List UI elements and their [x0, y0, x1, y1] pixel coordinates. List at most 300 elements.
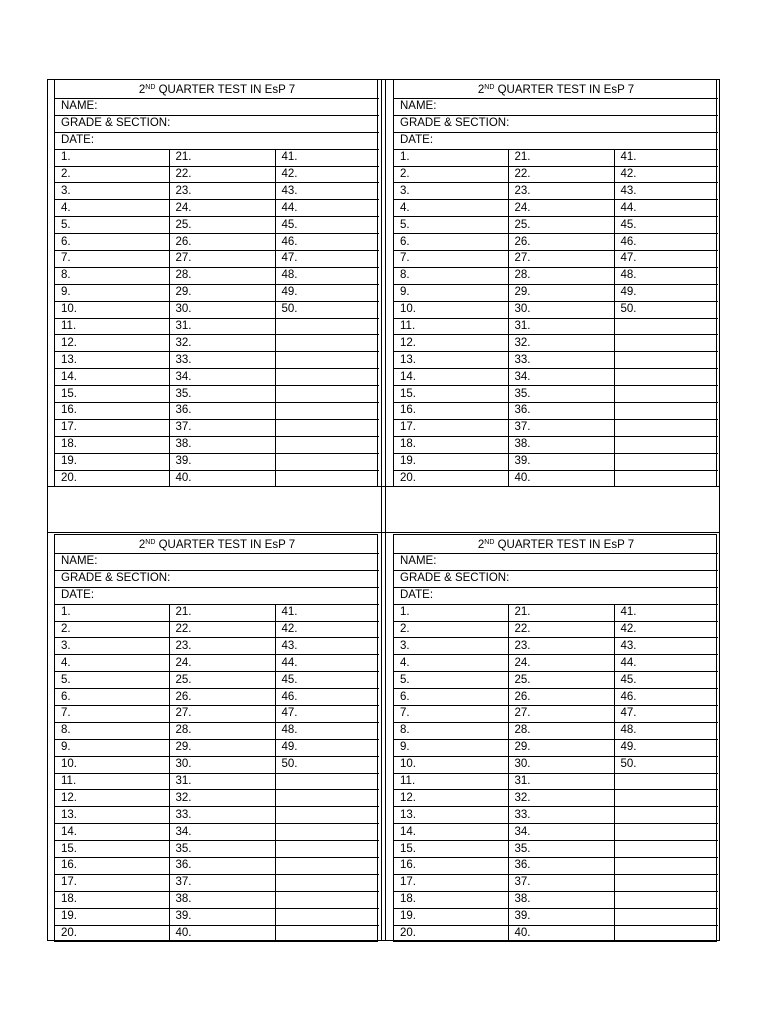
- answer-cell[interactable]: 3.: [394, 638, 508, 655]
- answer-cell[interactable]: 40.: [508, 470, 614, 486]
- date-field[interactable]: DATE:: [394, 587, 718, 604]
- answer-cell[interactable]: 2.: [55, 621, 169, 638]
- answer-row: [55, 436, 379, 453]
- answer-cell[interactable]: 26.: [169, 689, 275, 706]
- answer-row: [394, 739, 718, 756]
- answer-cell[interactable]: [614, 386, 718, 403]
- answer-cell[interactable]: 29.: [169, 739, 275, 756]
- answer-row: [55, 369, 379, 386]
- answer-cell[interactable]: 8.: [394, 722, 508, 739]
- answer-cell[interactable]: 14.: [394, 369, 508, 386]
- answer-cell[interactable]: 39.: [169, 908, 275, 925]
- answer-cell[interactable]: 19.: [55, 453, 169, 470]
- answer-cell[interactable]: 38.: [508, 436, 614, 453]
- answer-cell[interactable]: 20.: [55, 470, 169, 486]
- sheet-title: 2ND QUARTER TEST IN EsP 7: [394, 535, 718, 554]
- answer-cell[interactable]: 18.: [394, 436, 508, 453]
- answer-cell[interactable]: 26.: [508, 234, 614, 251]
- answer-cell[interactable]: 46.: [275, 234, 379, 251]
- answer-row: [55, 166, 379, 183]
- answer-cell[interactable]: [275, 790, 379, 807]
- answer-cell[interactable]: 7.: [394, 706, 508, 723]
- answer-cell[interactable]: 30.: [169, 756, 275, 773]
- answer-cell[interactable]: 41.: [275, 149, 379, 166]
- answer-cell[interactable]: 11.: [55, 318, 169, 335]
- answer-cell[interactable]: [275, 352, 379, 369]
- answer-cell[interactable]: 33.: [169, 807, 275, 824]
- answer-cell[interactable]: 42.: [614, 166, 718, 183]
- answer-cell[interactable]: 13.: [55, 352, 169, 369]
- answer-cell[interactable]: 21.: [169, 149, 275, 166]
- answer-cell[interactable]: 35.: [169, 386, 275, 403]
- answer-cell[interactable]: 37.: [169, 419, 275, 436]
- answer-cell[interactable]: 15.: [394, 386, 508, 403]
- answer-cell[interactable]: 21.: [169, 604, 275, 621]
- answer-cell[interactable]: 35.: [169, 841, 275, 858]
- answer-cell[interactable]: 37.: [508, 874, 614, 891]
- answer-cell[interactable]: 4.: [55, 655, 169, 672]
- answer-cell[interactable]: 35.: [508, 386, 614, 403]
- answer-cell[interactable]: 23.: [508, 638, 614, 655]
- answer-cell[interactable]: 43.: [275, 638, 379, 655]
- answer-row: [55, 706, 379, 723]
- answer-cell[interactable]: 30.: [508, 301, 614, 318]
- answer-row: [394, 419, 718, 436]
- answer-cell[interactable]: [275, 858, 379, 875]
- answer-cell[interactable]: 24.: [169, 655, 275, 672]
- answer-cell[interactable]: 31.: [508, 773, 614, 790]
- answer-cell[interactable]: 31.: [169, 773, 275, 790]
- name-field[interactable]: NAME:: [55, 554, 379, 571]
- answer-cell[interactable]: 46.: [275, 689, 379, 706]
- answer-row: [394, 318, 718, 335]
- answer-cell[interactable]: 49.: [614, 284, 718, 301]
- sheet-title: 2ND QUARTER TEST IN EsP 7: [55, 535, 379, 554]
- answer-cell[interactable]: 22.: [169, 621, 275, 638]
- answer-cell[interactable]: 21.: [508, 149, 614, 166]
- answer-cell[interactable]: 1.: [394, 149, 508, 166]
- answer-cell[interactable]: 46.: [614, 689, 718, 706]
- answer-cell[interactable]: 27.: [169, 251, 275, 268]
- answer-cell[interactable]: 49.: [275, 284, 379, 301]
- answer-row: [394, 267, 718, 284]
- answer-cell[interactable]: 18.: [55, 436, 169, 453]
- answer-cell[interactable]: 32.: [508, 790, 614, 807]
- answer-cell[interactable]: 29.: [508, 739, 614, 756]
- answer-row: [394, 470, 718, 486]
- answer-row: [55, 689, 379, 706]
- answer-cell[interactable]: 11.: [394, 318, 508, 335]
- answer-row: [394, 638, 718, 655]
- date-field[interactable]: DATE:: [55, 587, 379, 604]
- answer-row: [55, 386, 379, 403]
- answer-cell[interactable]: [275, 369, 379, 386]
- answer-cell[interactable]: [275, 891, 379, 908]
- answer-cell[interactable]: 19.: [55, 908, 169, 925]
- answer-cell[interactable]: [614, 874, 718, 891]
- answer-row: [394, 925, 718, 941]
- answer-cell[interactable]: 23.: [169, 183, 275, 200]
- answer-cell[interactable]: 25.: [508, 672, 614, 689]
- answer-cell[interactable]: 45.: [614, 217, 718, 234]
- answer-cell[interactable]: 25.: [169, 217, 275, 234]
- answer-cell[interactable]: 36.: [508, 403, 614, 420]
- answer-cell[interactable]: [614, 419, 718, 436]
- answer-cell[interactable]: 13.: [394, 352, 508, 369]
- answer-cell[interactable]: 40.: [169, 470, 275, 486]
- answer-cell[interactable]: 19.: [394, 453, 508, 470]
- answer-row: [55, 756, 379, 773]
- answer-cell[interactable]: 45.: [614, 672, 718, 689]
- answer-row: [55, 352, 379, 369]
- date-field[interactable]: DATE:: [394, 132, 718, 149]
- answer-cell[interactable]: 50.: [275, 756, 379, 773]
- answer-cell[interactable]: 1.: [55, 149, 169, 166]
- answer-cell[interactable]: 2.: [55, 166, 169, 183]
- answer-cell[interactable]: 25.: [508, 217, 614, 234]
- answer-row: [55, 419, 379, 436]
- answer-cell[interactable]: 29.: [508, 284, 614, 301]
- answer-row: [55, 824, 379, 841]
- answer-cell[interactable]: [614, 891, 718, 908]
- answer-cell[interactable]: 20.: [394, 925, 508, 941]
- answer-cell[interactable]: 29.: [169, 284, 275, 301]
- answer-cell[interactable]: [275, 419, 379, 436]
- answer-cell[interactable]: 32.: [508, 335, 614, 352]
- answer-cell[interactable]: 48.: [614, 267, 718, 284]
- answer-row: [55, 908, 379, 925]
- answer-cell[interactable]: 15.: [55, 386, 169, 403]
- answer-cell[interactable]: 36.: [169, 403, 275, 420]
- answer-cell[interactable]: 6.: [394, 689, 508, 706]
- answer-cell[interactable]: [275, 318, 379, 335]
- answer-cell[interactable]: 36.: [508, 858, 614, 875]
- name-field[interactable]: NAME:: [394, 99, 718, 116]
- answer-row: [394, 200, 718, 217]
- answer-cell[interactable]: [275, 874, 379, 891]
- answer-cell[interactable]: 24.: [508, 655, 614, 672]
- answer-cell[interactable]: 49.: [614, 739, 718, 756]
- name-field[interactable]: NAME:: [394, 554, 718, 571]
- answer-cell[interactable]: 17.: [394, 419, 508, 436]
- answer-row: [394, 604, 718, 621]
- answer-cell[interactable]: [275, 908, 379, 925]
- answer-cell[interactable]: 22.: [169, 166, 275, 183]
- answer-cell[interactable]: 42.: [614, 621, 718, 638]
- answer-table: [55, 80, 379, 486]
- answer-cell[interactable]: 2.: [394, 621, 508, 638]
- answer-cell[interactable]: 9.: [394, 284, 508, 301]
- answer-cell[interactable]: 30.: [508, 756, 614, 773]
- answer-row: [55, 335, 379, 352]
- answer-cell[interactable]: 47.: [614, 706, 718, 723]
- answer-cell[interactable]: 18.: [394, 891, 508, 908]
- answer-row: [394, 841, 718, 858]
- answer-cell[interactable]: [614, 470, 718, 486]
- answer-row: [55, 841, 379, 858]
- answer-cell[interactable]: 15.: [55, 841, 169, 858]
- answer-cell[interactable]: 43.: [275, 183, 379, 200]
- answer-cell[interactable]: 31.: [169, 318, 275, 335]
- answer-cell[interactable]: 48.: [275, 722, 379, 739]
- answer-cell[interactable]: 6.: [55, 234, 169, 251]
- answer-cell[interactable]: [614, 352, 718, 369]
- answer-cell[interactable]: 39.: [508, 908, 614, 925]
- answer-cell[interactable]: 14.: [55, 369, 169, 386]
- answer-cell[interactable]: 12.: [394, 335, 508, 352]
- answer-cell[interactable]: [614, 436, 718, 453]
- answer-cell[interactable]: 27.: [508, 251, 614, 268]
- answer-cell[interactable]: [275, 470, 379, 486]
- answer-cell[interactable]: 24.: [508, 200, 614, 217]
- answer-row: [394, 386, 718, 403]
- answer-row: [55, 403, 379, 420]
- answer-cell[interactable]: 16.: [394, 858, 508, 875]
- answer-cell[interactable]: 28.: [508, 267, 614, 284]
- answer-cell[interactable]: 9.: [55, 739, 169, 756]
- answer-cell[interactable]: 4.: [55, 200, 169, 217]
- answer-row: [55, 453, 379, 470]
- answer-cell[interactable]: 16.: [55, 403, 169, 420]
- answer-cell[interactable]: 8.: [55, 267, 169, 284]
- answer-cell[interactable]: 17.: [55, 874, 169, 891]
- answer-cell[interactable]: 27.: [508, 706, 614, 723]
- answer-cell[interactable]: [614, 369, 718, 386]
- answer-cell[interactable]: 10.: [394, 301, 508, 318]
- answer-cell[interactable]: 34.: [508, 824, 614, 841]
- answer-row: [55, 183, 379, 200]
- grade-section-field[interactable]: GRADE & SECTION:: [55, 115, 379, 132]
- answer-row: [394, 807, 718, 824]
- answer-cell[interactable]: 37.: [169, 874, 275, 891]
- answer-cell[interactable]: [614, 908, 718, 925]
- grade-section-field[interactable]: GRADE & SECTION:: [394, 570, 718, 587]
- answer-cell[interactable]: 10.: [55, 301, 169, 318]
- answer-cell[interactable]: 25.: [169, 672, 275, 689]
- answer-cell[interactable]: 13.: [55, 807, 169, 824]
- answer-row: [55, 925, 379, 941]
- answer-cell[interactable]: [275, 773, 379, 790]
- answer-cell[interactable]: 42.: [275, 621, 379, 638]
- answer-cell[interactable]: 11.: [55, 773, 169, 790]
- answer-cell[interactable]: [614, 453, 718, 470]
- answer-row: [394, 183, 718, 200]
- date-field[interactable]: DATE:: [55, 132, 379, 149]
- answer-cell[interactable]: 1.: [394, 604, 508, 621]
- answer-cell[interactable]: [275, 453, 379, 470]
- answer-cell[interactable]: 33.: [169, 352, 275, 369]
- answer-cell[interactable]: 4.: [394, 200, 508, 217]
- answer-cell[interactable]: 44.: [614, 200, 718, 217]
- middle-band-bottom: [47, 532, 720, 533]
- answer-cell[interactable]: 16.: [55, 858, 169, 875]
- answer-row: [394, 756, 718, 773]
- answer-cell[interactable]: 4.: [394, 655, 508, 672]
- answer-cell[interactable]: 1.: [55, 604, 169, 621]
- answer-cell[interactable]: 14.: [55, 824, 169, 841]
- answer-cell[interactable]: 47.: [275, 251, 379, 268]
- answer-cell[interactable]: 40.: [169, 925, 275, 941]
- answer-cell[interactable]: 32.: [169, 335, 275, 352]
- answer-cell[interactable]: 48.: [614, 722, 718, 739]
- answer-row: [55, 621, 379, 638]
- answer-cell[interactable]: [614, 790, 718, 807]
- answer-row: [55, 891, 379, 908]
- answer-cell[interactable]: 41.: [614, 604, 718, 621]
- answer-cell[interactable]: [275, 403, 379, 420]
- answer-cell[interactable]: 3.: [55, 183, 169, 200]
- answer-cell[interactable]: [275, 386, 379, 403]
- answer-cell[interactable]: 50.: [614, 301, 718, 318]
- answer-cell[interactable]: [614, 403, 718, 420]
- answer-cell[interactable]: 39.: [169, 453, 275, 470]
- answer-cell[interactable]: 5.: [55, 672, 169, 689]
- answer-cell[interactable]: 26.: [169, 234, 275, 251]
- answer-cell[interactable]: 34.: [169, 369, 275, 386]
- answer-cell[interactable]: [275, 436, 379, 453]
- answer-cell[interactable]: 20.: [55, 925, 169, 941]
- answer-cell[interactable]: [275, 841, 379, 858]
- answer-cell[interactable]: 17.: [55, 419, 169, 436]
- answer-row: [394, 251, 718, 268]
- answer-cell[interactable]: [614, 335, 718, 352]
- answer-cell[interactable]: 6.: [394, 234, 508, 251]
- answer-cell[interactable]: 30.: [169, 301, 275, 318]
- answer-cell[interactable]: 45.: [275, 217, 379, 234]
- answer-cell[interactable]: 34.: [508, 369, 614, 386]
- answer-cell[interactable]: 47.: [614, 251, 718, 268]
- answer-cell[interactable]: [275, 807, 379, 824]
- answer-cell[interactable]: 41.: [275, 604, 379, 621]
- answer-row: [394, 369, 718, 386]
- answer-cell[interactable]: 12.: [55, 335, 169, 352]
- answer-cell[interactable]: [614, 925, 718, 941]
- answer-cell[interactable]: [614, 318, 718, 335]
- answer-cell[interactable]: 24.: [169, 200, 275, 217]
- answer-cell[interactable]: 3.: [394, 183, 508, 200]
- answer-cell[interactable]: 17.: [394, 874, 508, 891]
- answer-cell[interactable]: 38.: [508, 891, 614, 908]
- answer-row: [394, 436, 718, 453]
- answer-cell[interactable]: 5.: [394, 672, 508, 689]
- answer-cell[interactable]: 44.: [614, 655, 718, 672]
- answer-cell[interactable]: 36.: [169, 858, 275, 875]
- answer-sheet-top-left: [54, 79, 378, 487]
- answer-cell[interactable]: [275, 824, 379, 841]
- answer-cell[interactable]: 26.: [508, 689, 614, 706]
- name-field[interactable]: NAME:: [55, 99, 379, 116]
- answer-cell[interactable]: 28.: [169, 267, 275, 284]
- answer-cell[interactable]: 9.: [394, 739, 508, 756]
- answer-cell[interactable]: 32.: [169, 790, 275, 807]
- center-divider-right: [385, 79, 386, 941]
- answer-cell[interactable]: 22.: [508, 621, 614, 638]
- answer-cell[interactable]: 10.: [394, 756, 508, 773]
- answer-cell[interactable]: 5.: [394, 217, 508, 234]
- answer-cell[interactable]: 49.: [275, 739, 379, 756]
- answer-row: [55, 858, 379, 875]
- answer-cell[interactable]: 50.: [614, 756, 718, 773]
- answer-cell[interactable]: 33.: [508, 807, 614, 824]
- answer-cell[interactable]: 8.: [55, 722, 169, 739]
- answer-cell[interactable]: 7.: [55, 706, 169, 723]
- answer-cell[interactable]: 16.: [394, 403, 508, 420]
- answer-cell[interactable]: 10.: [55, 756, 169, 773]
- answer-cell[interactable]: [614, 858, 718, 875]
- answer-cell[interactable]: 42.: [275, 166, 379, 183]
- answer-cell[interactable]: [614, 824, 718, 841]
- answer-cell[interactable]: 50.: [275, 301, 379, 318]
- answer-cell[interactable]: 38.: [169, 891, 275, 908]
- answer-cell[interactable]: 38.: [169, 436, 275, 453]
- answer-cell[interactable]: 35.: [508, 841, 614, 858]
- answer-sheet-top-right: [393, 79, 717, 487]
- answer-cell[interactable]: 46.: [614, 234, 718, 251]
- answer-row: [394, 217, 718, 234]
- answer-cell[interactable]: 23.: [508, 183, 614, 200]
- answer-row: [55, 790, 379, 807]
- answer-cell[interactable]: 20.: [394, 470, 508, 486]
- answer-cell[interactable]: 18.: [55, 891, 169, 908]
- answer-cell[interactable]: 22.: [508, 166, 614, 183]
- answer-cell[interactable]: 11.: [394, 773, 508, 790]
- grade-section-field[interactable]: GRADE & SECTION:: [394, 115, 718, 132]
- grade-section-field[interactable]: GRADE & SECTION:: [55, 570, 379, 587]
- answer-cell[interactable]: 45.: [275, 672, 379, 689]
- answer-cell[interactable]: 12.: [55, 790, 169, 807]
- answer-cell[interactable]: 28.: [169, 722, 275, 739]
- answer-cell[interactable]: 21.: [508, 604, 614, 621]
- answer-cell[interactable]: 28.: [508, 722, 614, 739]
- answer-cell[interactable]: 43.: [614, 183, 718, 200]
- answer-cell[interactable]: 31.: [508, 318, 614, 335]
- answer-cell[interactable]: 41.: [614, 149, 718, 166]
- answer-cell[interactable]: 8.: [394, 267, 508, 284]
- answer-cell[interactable]: 44.: [275, 655, 379, 672]
- answer-cell[interactable]: 37.: [508, 419, 614, 436]
- answer-cell[interactable]: 33.: [508, 352, 614, 369]
- answer-cell[interactable]: 7.: [394, 251, 508, 268]
- answer-cell[interactable]: [275, 335, 379, 352]
- answer-cell[interactable]: 34.: [169, 824, 275, 841]
- answer-cell[interactable]: 15.: [394, 841, 508, 858]
- answer-cell[interactable]: 39.: [508, 453, 614, 470]
- answer-cell[interactable]: 13.: [394, 807, 508, 824]
- answer-cell[interactable]: 43.: [614, 638, 718, 655]
- answer-cell[interactable]: 14.: [394, 824, 508, 841]
- answer-cell[interactable]: 40.: [508, 925, 614, 941]
- answer-cell[interactable]: 19.: [394, 908, 508, 925]
- answer-cell[interactable]: 12.: [394, 790, 508, 807]
- answer-cell[interactable]: [614, 807, 718, 824]
- answer-cell[interactable]: 47.: [275, 706, 379, 723]
- answer-cell[interactable]: 27.: [169, 706, 275, 723]
- answer-cell[interactable]: 48.: [275, 267, 379, 284]
- answer-cell[interactable]: 6.: [55, 689, 169, 706]
- answer-cell[interactable]: 44.: [275, 200, 379, 217]
- answer-cell[interactable]: 23.: [169, 638, 275, 655]
- answer-cell[interactable]: [614, 773, 718, 790]
- answer-cell[interactable]: [614, 841, 718, 858]
- answer-cell[interactable]: 5.: [55, 217, 169, 234]
- answer-cell[interactable]: [275, 925, 379, 941]
- answer-cell[interactable]: 7.: [55, 251, 169, 268]
- answer-row: [394, 335, 718, 352]
- answer-row: [55, 149, 379, 166]
- answer-cell[interactable]: 9.: [55, 284, 169, 301]
- answer-cell[interactable]: 2.: [394, 166, 508, 183]
- answer-cell[interactable]: 3.: [55, 638, 169, 655]
